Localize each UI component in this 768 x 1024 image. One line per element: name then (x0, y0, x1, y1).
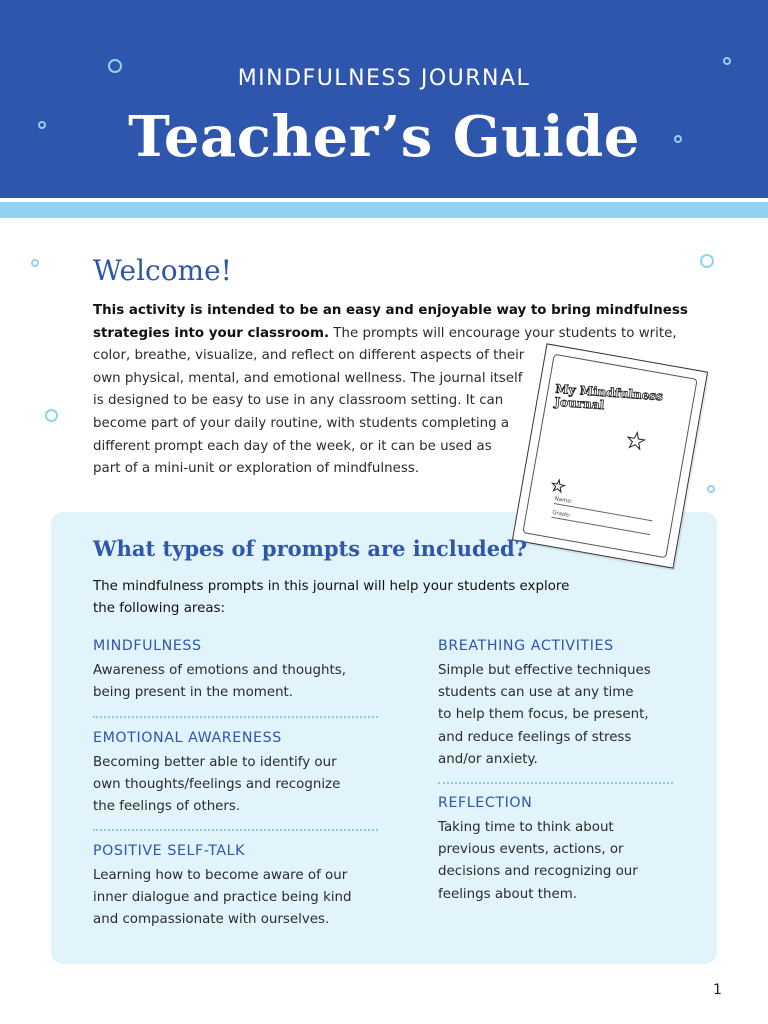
decor-ring (38, 121, 46, 129)
welcome-line: This activity is intended to be an easy and enjoyable way to bring mindfulness (93, 303, 688, 318)
category-title: POSITIVE SELF-TALK (93, 843, 246, 859)
dotted-divider (438, 782, 673, 784)
dotted-divider (93, 716, 378, 718)
category-reflection (438, 795, 728, 906)
category-emotional-awareness (93, 730, 383, 819)
journal-grade-field: Grade: (551, 510, 651, 535)
decor-ring (700, 254, 714, 268)
welcome-line: strategies into your classroom. (93, 325, 330, 341)
category-line: Learning how to become aware of our (93, 868, 348, 883)
category-description (93, 752, 383, 819)
category-title: EMOTIONAL AWARENESS (93, 730, 282, 746)
category-line: Becoming better able to identify our (93, 755, 337, 770)
decor-ring (45, 409, 58, 422)
category-title: BREATHING ACTIVITIES (438, 638, 614, 654)
prompts-intro-line: The mindfulness prompts in this journal will help your students explore (93, 579, 570, 594)
prompts-intro (93, 576, 613, 620)
welcome-line: is designed to be easy to use in any classroom setting. It can (93, 393, 504, 409)
category-description (438, 817, 728, 906)
decor-ring (707, 485, 715, 493)
category-line: students can use at any time (438, 685, 634, 701)
welcome-line: different prompt each day of the week, or it can be used as (93, 438, 492, 454)
category-line: being present in the moment. (93, 685, 294, 701)
category-line: decisions and recognizing our (438, 864, 638, 880)
journal-name-field: Name: (554, 496, 654, 521)
decor-ring (108, 59, 122, 73)
category-line: inner dialogue and practice being kind (93, 890, 352, 906)
category-line: previous events, actions, or (438, 842, 624, 858)
category-line: own thoughts/feelings and recognize (93, 777, 341, 793)
welcome-line: color, breathe, visualize, and reflect on different aspects of their (93, 348, 525, 364)
journal-title: My Mindfulness Journal (554, 381, 664, 413)
welcome-line: own physical, mental, and emotional wellness. The journal itself (93, 370, 523, 386)
page-title: Teacher’s Guide (128, 104, 640, 170)
welcome-line: The prompts will encourage your students to write, (329, 325, 677, 341)
page-number: 1 (713, 982, 722, 998)
journal-cover-illustration (512, 343, 708, 568)
category-breathing-activities (438, 638, 728, 771)
category-title: MINDFULNESS (93, 638, 202, 654)
category-line: Awareness of emotions and thoughts, (93, 663, 347, 678)
decor-ring (674, 135, 682, 143)
dotted-divider (93, 829, 378, 831)
category-line: and/or anxiety. (438, 751, 538, 767)
category-line: and compassionate with ourselves. (93, 912, 330, 928)
header-kicker: MINDFULNESS JOURNAL (237, 66, 531, 91)
decor-ring (31, 259, 39, 267)
category-line: feelings about them. (438, 886, 578, 902)
welcome-line: become part of your daily routine, with students completing a (93, 415, 510, 431)
star-icon: ★ (623, 427, 648, 456)
header-stripe (0, 202, 768, 218)
prompts-intro-line: the following areas: (93, 601, 226, 616)
category-description (93, 660, 383, 704)
category-line: the feelings of others. (93, 799, 241, 815)
welcome-heading: Welcome! (93, 254, 232, 287)
category-line: and reduce feelings of stress (438, 729, 632, 745)
star-icon: ★ (549, 475, 567, 497)
category-line: Simple but effective techniques (438, 663, 651, 678)
decor-ring (723, 57, 731, 65)
category-description (93, 865, 383, 932)
category-mindfulness (93, 638, 383, 704)
category-positive-self-talk (93, 843, 383, 932)
prompts-heading: What types of prompts are included? (93, 536, 528, 561)
category-line: to help them focus, be present, (438, 707, 649, 723)
category-description (438, 660, 728, 771)
welcome-line: part of a mini-unit or exploration of mindfulness. (93, 461, 420, 477)
category-title: REFLECTION (438, 795, 533, 811)
category-line: Taking time to think about (438, 820, 614, 835)
